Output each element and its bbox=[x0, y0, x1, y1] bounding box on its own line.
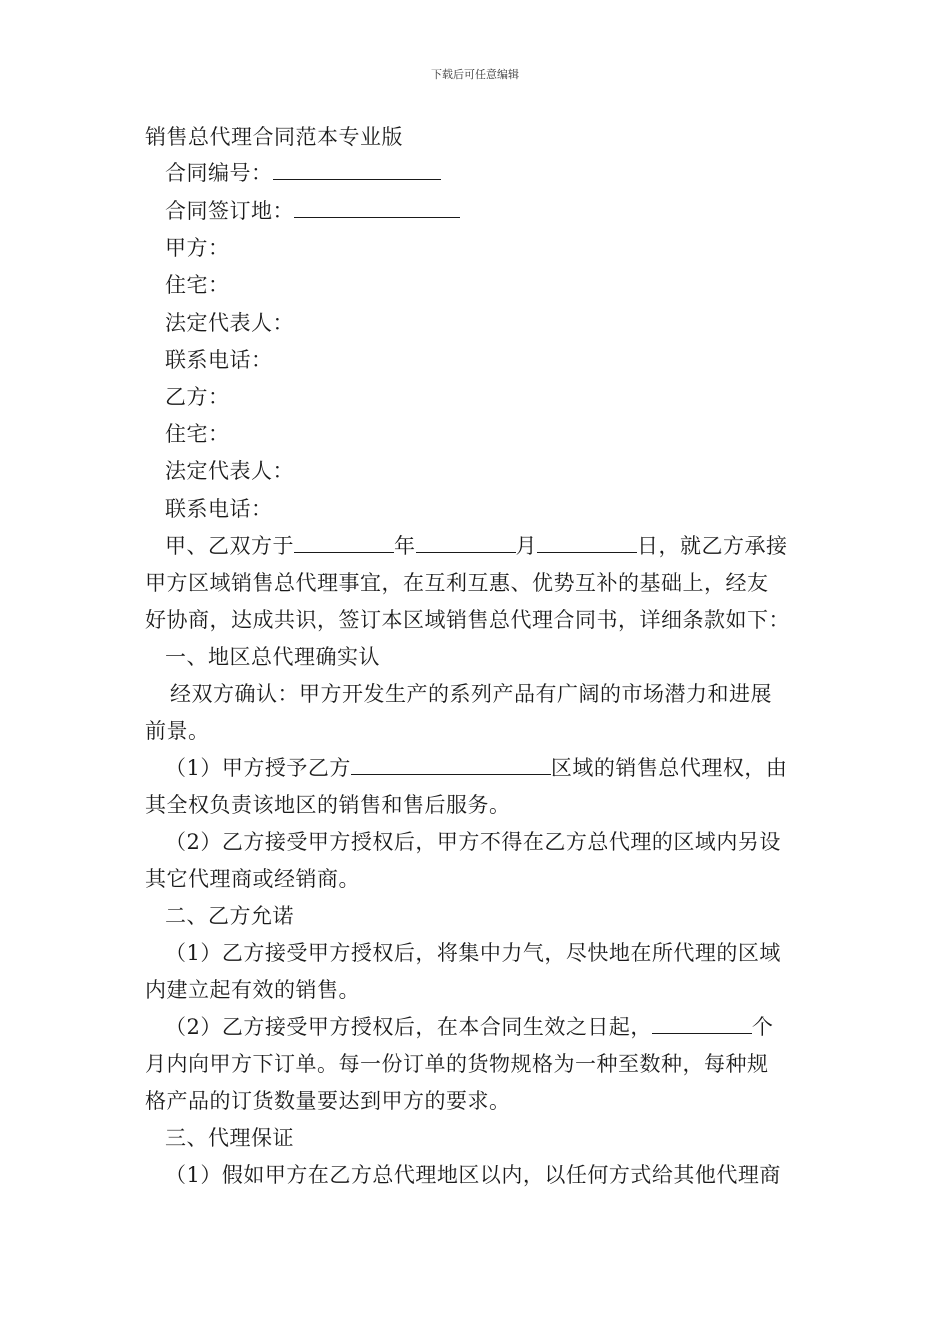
section-1-para-line-1: 经双方确认：甲方开发生产的系列产品有广阔的市场潜力和进展 bbox=[170, 682, 772, 706]
document-title: 销售总代理合同范本专业版 bbox=[145, 125, 403, 149]
month-blank[interactable] bbox=[416, 534, 516, 553]
section-2-item-2-line-1 bbox=[165, 1014, 773, 1040]
party-b-legal-rep-label: 法定代表人： bbox=[165, 459, 294, 483]
contract-number-label: 合同编号： bbox=[165, 161, 273, 185]
section-3-item-1-line-1: （1）假如甲方在乙方总代理地区以内，以任何方式给其他代理商 bbox=[165, 1163, 781, 1187]
section-1-item-2-line-1: （2）乙方接受甲方授权后，甲方不得在乙方总代理的区域内另设 bbox=[165, 830, 781, 854]
months-blank[interactable] bbox=[652, 1015, 752, 1034]
party-b-phone-label: 联系电话： bbox=[165, 497, 273, 521]
section-1-item-1-text-b: 区域的销售总代理权，由 bbox=[550, 756, 788, 780]
section-1-item-1-line-2: 其全权负责该地区的销售和售后服务。 bbox=[145, 793, 511, 817]
section-2-title: 二、乙方允诺 bbox=[165, 904, 294, 928]
party-a-label: 甲方： bbox=[165, 236, 230, 260]
sign-place-label: 合同签订地： bbox=[165, 199, 294, 223]
year-blank[interactable] bbox=[294, 534, 394, 553]
intro-year-label: 年 bbox=[394, 534, 416, 558]
section-2-item-1-line-2: 内建立起有效的销售。 bbox=[145, 978, 360, 1002]
section-2-item-2-text-b: 个 bbox=[751, 1015, 774, 1039]
party-b-address-label: 住宅： bbox=[165, 422, 230, 446]
intro-month-label: 月 bbox=[515, 534, 537, 558]
section-1-para-line-2: 前景。 bbox=[145, 719, 210, 743]
day-blank[interactable] bbox=[537, 534, 637, 553]
intro-line-1 bbox=[165, 533, 788, 559]
region-blank[interactable] bbox=[351, 756, 551, 775]
intro-text-a: 甲、乙双方于 bbox=[165, 534, 294, 558]
contract-number-line bbox=[165, 160, 441, 186]
sign-place-line bbox=[165, 198, 460, 224]
section-1-item-1-line-1 bbox=[165, 755, 787, 781]
section-2-item-2-line-3: 格产品的订货数量要达到甲方的要求。 bbox=[145, 1089, 511, 1113]
section-1-item-2-line-2: 其它代理商或经销商。 bbox=[145, 867, 360, 891]
party-a-phone-label: 联系电话： bbox=[165, 348, 273, 372]
section-2-item-2-text-a: （2）乙方接受甲方授权后，在本合同生效之日起， bbox=[165, 1015, 652, 1039]
intro-day-label: 日，就乙方承接 bbox=[637, 534, 788, 558]
page-header-note: 下载后可任意编辑 bbox=[431, 68, 519, 81]
contract-number-blank[interactable] bbox=[273, 161, 441, 180]
section-1-title: 一、地区总代理确实认 bbox=[165, 645, 380, 669]
intro-line-3: 好协商，达成共识，签订本区域销售总代理合同书，详细条款如下： bbox=[145, 608, 790, 632]
party-a-legal-rep-label: 法定代表人： bbox=[165, 311, 294, 335]
party-a-address-label: 住宅： bbox=[165, 273, 230, 297]
section-1-item-1-text-a: （1）甲方授予乙方 bbox=[165, 756, 351, 780]
section-2-item-2-line-2: 月内向甲方下订单。每一份订单的货物规格为一种至数种，每种规 bbox=[145, 1052, 769, 1076]
sign-place-blank[interactable] bbox=[294, 199, 460, 218]
intro-line-2: 甲方区域销售总代理事宜，在互利互惠、优势互补的基础上，经友 bbox=[145, 571, 769, 595]
party-b-label: 乙方： bbox=[165, 385, 230, 409]
section-3-title: 三、代理保证 bbox=[165, 1126, 294, 1150]
section-2-item-1-line-1: （1）乙方接受甲方授权后，将集中力气，尽快地在所代理的区域 bbox=[165, 941, 781, 965]
